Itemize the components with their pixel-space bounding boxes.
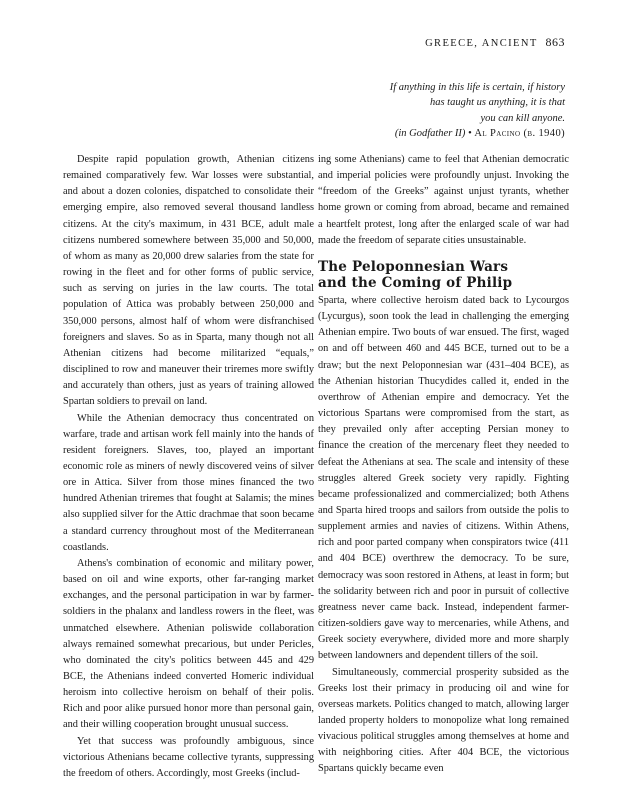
epigraph xyxy=(265,80,565,142)
epigraph-dates: (b. 1940) xyxy=(520,128,565,140)
section-heading-line-2: and the Coming of Philip xyxy=(318,274,513,291)
paragraph: Athens's combination of economic and military power, based on oil and wine exports, other far-ranging market exchanges, and the personal participation in war by farmer-soldiers in the phalanx and landless rowers in the fleet, was unmatched elsewhere. Athenian poliswide collaboration always remained somewhat precarious, but under Pericles, who dominated the city's politics between 445 and 429 BCE, the Athenians indeed converted Homeric individual heroism into collective heroism on behalf of their polis. Rich and poor alike pursued honor more than personal gain, and their willing cooperation brought unusual success. xyxy=(63,557,314,731)
epigraph-line-2: has taught us anything, it is that xyxy=(429,97,565,109)
paragraph: Sparta, where collective heroism dated back to Lycourgos (Lycurgus), soon took the lead in challenging the emerging Athenian empire. Two bouts of war ensued. The first, waged on and off between 460 and 445 BCE, turned out to be a draw; but the next Peloponnesian war (431–404 BCE), as the Athenian historian Thucydides called it, ended in the overthrow of Athenian empire and democracy. Yet the victorious Spartans were compromised from the start, as they prevailed only after accepting Persian money to finance the creation of the mercenary fleet they needed to defeat the Athenians at sea. The scale and intensity of these struggles altered Greek society very rapidly. Fighting became professionalized and commercialized; both Athens and Sparta hired troops and sailors from outside the polis to supplement armies and navies of citizens. Within Athens, rich and poor parted company when conspirators twice (411 and 404 BCE) overthrew the democracy. To be sure, democracy was soon restored in Athens, at least in form; but the solidarity between rich and poor in pursuit of collective greatness never came back. Instead, independent farmer-citizen-soldiers gave way to mercenaries, while Athens, and Greek society everywhere, divided more and more sharply between landowners and dependent tillers of the soil. xyxy=(318,294,569,662)
left-column xyxy=(63,152,314,782)
epigraph-source: (in Godfather II) xyxy=(394,128,466,140)
paragraph: While the Athenian democracy thus concentrated on warfare, trade and artisan work fell mainly into the hands of resident foreigners. Slaves, too, played an important economic role as miners of newly discovered veins of silver ore in Attica. Silver from those mines financed the two hundred Athenian triremes that fought at Salamis; the mines also supplied silver for the Attic drachmae that soon became a standard currency throughout most of the Mediterranean coastlands. xyxy=(63,412,314,553)
paragraph: ing some Athenians) came to feel that Athenian democratic and imperial policies were profoundly unjust. Invoking the “freedom of the Greeks” against unjust tyrants, whether home grown or coming from abroad, became and remained a heartfelt protest, long after the enlarged scale of war had made the freedom of separate cities unsustainable. xyxy=(318,154,569,246)
right-column xyxy=(318,152,569,778)
epigraph-attribution xyxy=(265,126,565,141)
section-heading xyxy=(318,259,569,291)
paragraph: Despite rapid population growth, Athenian citizens remained comparatively few. War losses were substantial, and about a dozen colonies, dispatched to consolidate their emerging empire, also removed several thousand landless citizens. At the city's maximum, in 431 BCE, adult male citizens numbered somewhere between 35,000 and 50,000, of whom as many as 20,000 drew salaries from the state for rowing in the fleet and for other forms of public service, such as serving on juries in the law courts. The total population of Attica was probably between 250,000 and 350,000 persons, almost half of whom were disfranchised foreigners and slaves. So as in Sparta, many though not all Athenian citizens had become militarized “equals,” disciplined to row and maneuver their triremes more swiftly and accurately than others, just as years of training allowed Spartan soldiers to prevail on land. xyxy=(63,154,314,408)
epigraph-line-1: If anything in this life is certain, if history xyxy=(389,82,565,93)
paragraph: Yet that success was profoundly ambiguous, since victorious Athenians became collective tyrants, suppressing the freedom of others. Accordingly, most Greeks (includ- xyxy=(63,735,314,779)
epigraph-author: Al Pacino xyxy=(474,128,521,140)
running-head xyxy=(425,35,565,50)
paragraph: Simultaneously, commercial prosperity subsided as the Greeks lost their primacy in producing oil and wine for overseas markets. Politics changed to match, allowing larger landed property holders to monopolize what long remained vivacious political struggles among themselves at home and with neighboring cities. After 404 BCE, the victorious Spartans quickly became even xyxy=(318,666,569,775)
section-title: GREECE, ANCIENT xyxy=(425,38,538,49)
page-number: 863 xyxy=(545,35,565,49)
epigraph-bullet: • xyxy=(465,128,475,140)
section-heading-line-1: The Peloponnesian Wars xyxy=(318,258,509,275)
epigraph-line-3: you can kill anyone. xyxy=(480,112,565,124)
